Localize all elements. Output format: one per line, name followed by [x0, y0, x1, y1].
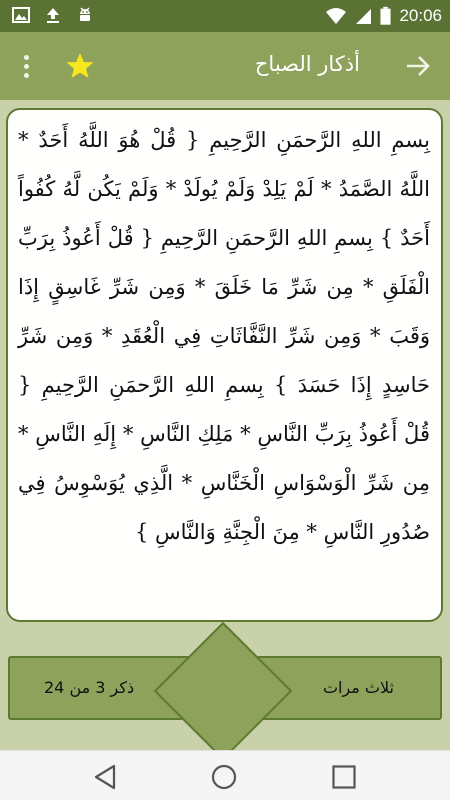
content-area: [0, 100, 450, 628]
home-circle-icon[interactable]: [210, 763, 238, 791]
android-icon: [76, 6, 94, 24]
gallery-icon: [12, 6, 30, 24]
battery-icon: [380, 6, 391, 26]
overflow-menu-icon[interactable]: [14, 50, 38, 82]
status-bar: [0, 0, 450, 32]
notification-icons: [12, 6, 94, 24]
counter-diamond-button[interactable]: [154, 622, 293, 761]
system-icons: [326, 4, 442, 28]
recents-square-icon[interactable]: [330, 763, 358, 791]
page-title: أذكار الصباح: [254, 52, 360, 76]
app-bar: [0, 32, 450, 100]
repeat-label: ثلاث مرات: [322, 678, 394, 697]
signal-icon: [354, 7, 372, 25]
wifi-icon: [326, 7, 346, 25]
zikr-card[interactable]: [6, 108, 443, 622]
clock: 20:06: [399, 6, 442, 25]
back-triangle-icon[interactable]: [92, 763, 120, 791]
count-label: ذكر 3 من 24: [44, 678, 135, 697]
back-arrow-icon[interactable]: [404, 52, 432, 80]
zikr-text: بِسمِ اللهِ الرَّحمَنِ الرَّحِيمِ { قُلْ هُوَ اللَّهُ أَحَدٌ * اللَّهُ الصَّمَدُ * لَمْ يَلِدْ وَلَمْ يُولَدْ * وَلَمْ يَكُن لَّهُ كُفُواً أَحَدٌ } بِسمِ اللهِ الرَّحمَنِ الرَّحِيمِ { قُلْ أَعُوذُ بِرَبِّ الْفَلَقِ * مِن شَرِّ مَا خَلَقَ * وَمِن شَرِّ غَاسِقٍ إِذَا وَقَبَ * وَمِن شَرِّ النَّفَّاثَاتِ فِي الْعُقَدِ * وَمِن شَرِّ حَاسِدٍ إِذَا حَسَدَ } بِسمِ اللهِ الرَّحمَنِ الرَّحِيمِ { قُلْ أَعُوذُ بِرَبِّ النَّاسِ * مَلِكِ النَّاسِ * إِلَهِ النَّاسِ * مِن شَرِّ الْوَسْوَاسِ الْخَنَّاسِ * الَّذِي يُوَسْوِسُ فِي صُدُورِ النَّاسِ * مِنَ الْجِنَّةِ وَالنَّاسِ }: [18, 128, 430, 544]
upload-icon: [44, 6, 62, 24]
favorite-star-icon[interactable]: [64, 50, 96, 82]
system-nav-bar: [0, 750, 450, 800]
bottom-panel: [0, 628, 450, 750]
